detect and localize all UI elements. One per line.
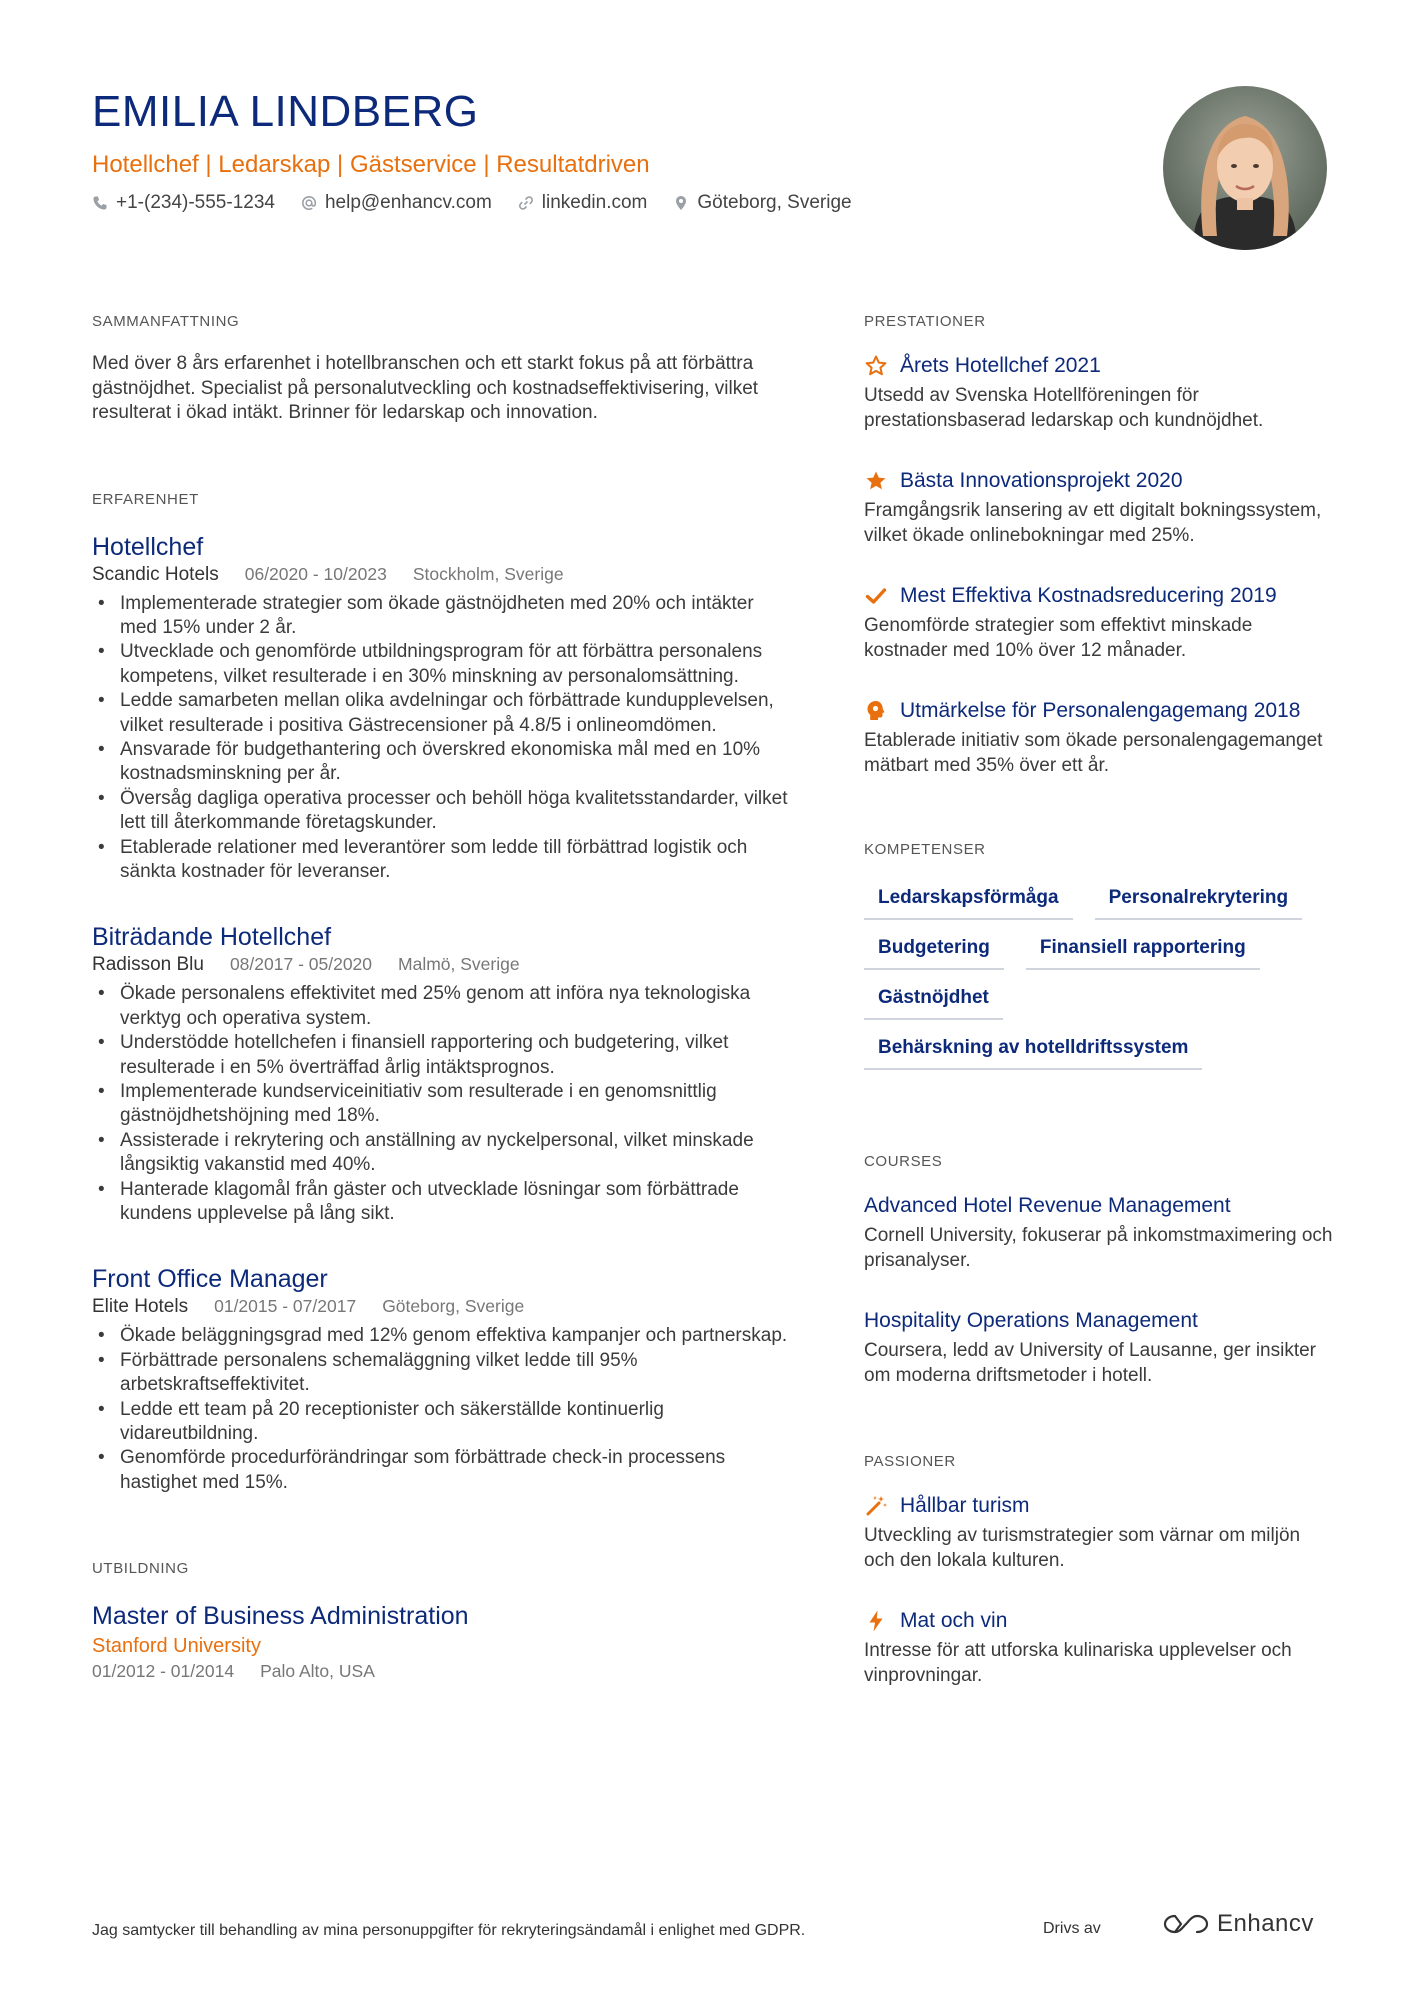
job-entry [92,922,792,1226]
achievement-head [864,352,1334,380]
achievement-description: Utsedd av Svenska Hotellföreningen för prestationsbaserad ledarskap och kundnöjdhet. [864,385,1264,431]
education-school: Stanford University [92,1635,261,1658]
job-meta [92,1294,792,1319]
phone-icon [92,195,108,211]
at-icon [301,195,317,211]
magic-wand-icon [864,1494,888,1518]
job-company: Scandic Hotels [92,563,219,585]
star-filled-icon [864,469,888,493]
passion-head [864,1492,1334,1520]
job-bullet: • Assisterade i rekrytering och anställning av nyckelpersonal, vilket minskade långsiktig vakanstid med 40%. [92,1129,792,1178]
job-title: Front Office Manager [92,1265,328,1294]
profile-photo [1163,86,1327,250]
contact-linkedin[interactable] [518,190,648,216]
achievement-description: Genomförde strategier som effektivt minskade kostnader med 10% över 12 månader. [864,615,1253,661]
passion-item [864,1492,1334,1573]
checkmark-icon [864,584,888,608]
job-entry [92,1264,792,1495]
job-bullet: • Ledde samarbeten mellan olika avdelningar och förbättrade kundupplevelsen, vilket resulterade i positiva Gästrecensioner på 4.8/5 i onlineomdömen. [92,689,792,738]
contact-linkedin-text[interactable]: linkedin.com [541,192,648,213]
education-degree: Master of Business Administration [92,1602,469,1631]
skill-tag: Finansiell rapportering [1026,932,1260,970]
head-idea-icon [864,699,888,723]
achievement-title: Bästa Innovationsprojekt 2020 [900,469,1183,492]
achievement-title: Utmärkelse för Personalengagemang 2018 [900,699,1301,722]
job-bullet: • Ökade beläggningsgrad med 12% genom effektiva kampanjer och partnerskap. [92,1324,792,1348]
education-dates: 01/2012 - 01/2014 [92,1661,235,1682]
enhancv-logo-text: Enhancv [1217,1910,1314,1937]
contact-list [92,190,1142,216]
course-title: Advanced Hotel Revenue Management [864,1194,1231,1217]
skill-tag: Behärskning av hotelldriftssystem [864,1032,1202,1070]
course-title: Hospitality Operations Management [864,1309,1198,1332]
job-title: Hotellchef [92,532,204,561]
education-location: Palo Alto, USA [260,1661,375,1682]
achievement-title: Årets Hotellchef 2021 [900,354,1101,377]
job-meta [92,952,792,977]
achievement-item [864,467,1334,548]
job-dates: 01/2015 - 07/2017 [214,1296,357,1317]
job-dates: 06/2020 - 10/2023 [244,563,387,584]
gdpr-consent: Jag samtycker till behandling av mina personuppgifter för rekryteringsändamål i enlighet med GDPR. [92,1922,806,1939]
course-item [864,1192,1334,1273]
job-company: Radisson Blu [92,954,204,976]
skill-tag: Budgetering [864,932,1004,970]
contact-email[interactable] [301,190,492,216]
achievement-head [864,697,1334,725]
skills-section-title: KOMPETENSER [864,841,986,858]
summary-text: Med över 8 års erfarenhet i hotellbranschen och ett starkt fokus på att förbättra gästnöjdhet. Specialist på personalutveckling och kostnadseffektivisering, vilket resulterat i ökad intäkt. Brinner för ledarskap och innovation. [92,353,759,423]
job-bullet: • Hanterade klagomål från gäster och utvecklade lösningar som förbättrade kundens upplevelse på lång sikt. [92,1178,792,1227]
location-icon [673,195,689,211]
candidate-headline: Hotellchef | Ledarskap | Gästservice | Resultatdriven [92,151,650,178]
job-bullet: • Genomförde procedurförändringar som förbättrade check-in processens hastighet med 15%. [92,1446,792,1495]
enhancv-logo-icon [1163,1911,1209,1937]
achievement-head [864,582,1334,610]
passion-description: Utveckling av turismstrategier som värnar om miljön och den lokala kulturen. [864,1525,1301,1571]
courses-section-title: COURSES [864,1153,943,1170]
education-meta [92,1659,792,1683]
passion-description: Intresse för att utforska kulinariska upplevelser och vinprovningar. [864,1640,1292,1686]
star-outline-icon [864,354,888,378]
job-bullets [92,982,792,1226]
job-bullets [92,592,792,885]
job-dates: 08/2017 - 05/2020 [229,954,373,975]
lightning-icon [864,1609,888,1633]
job-location: Malmö, Sverige [398,954,520,975]
job-bullet: • Ansvarade för budgethantering och överskred ekonomiska mål med en 10% kostnadsminskning per år. [92,738,792,787]
job-location: Stockholm, Sverige [412,563,564,584]
job-bullet: • Utvecklade och genomförde utbildningsprogram för att förbättra personalens kompetens, vilket resulterade i en 30% minskning av personalomsättning. [92,640,792,689]
skill-tag: Personalrekrytering [1095,882,1303,920]
job-bullet: • Etablerade relationer med leverantörer som ledde till förbättrad logistik och sänkta kostnader för leveranser. [92,836,792,885]
job-entry [92,532,792,885]
job-bullets [92,1324,792,1495]
achievement-head [864,467,1334,495]
achievement-description: Etablerade initiativ som ökade personalengagemanget mätbart med 35% över ett år. [864,730,1323,776]
passion-item [864,1607,1334,1688]
achievements-section-title: PRESTATIONER [864,313,986,330]
passion-title: Mat och vin [900,1609,1008,1632]
job-bullet: • Förbättrade personalens schemaläggning vilket ledde till 95% arbetskraftseffektivitet. [92,1349,792,1398]
achievement-item [864,582,1334,663]
right-column [864,312,1334,1688]
achievement-item [864,352,1334,433]
skills-list [864,882,1334,1070]
job-bullet: • Implementerade kundserviceinitiativ som resulterade i en genomsnittlig gästnöjdhetshöjning med 18%. [92,1080,792,1129]
course-item [864,1307,1334,1388]
education-entry [92,1601,792,1683]
job-title: Biträdande Hotellchef [92,923,332,952]
job-bullet: • Ökade personalens effektivitet med 25% genom att införa nya teknologiska verktyg och operativa system. [92,982,792,1031]
candidate-name: EMILIA LINDBERG [92,87,479,136]
passions-section-title: PASSIONER [864,1453,956,1470]
job-meta [92,562,792,587]
achievement-description: Framgångsrik lansering av ett digitalt bokningssystem, vilket ökade onlinebokningar med 25%. [864,500,1322,546]
resume-header [92,86,1142,216]
summary-section-title: SAMMANFATTNING [92,313,240,330]
passion-title: Hållbar turism [900,1494,1030,1517]
enhancv-logo[interactable] [1163,1910,1314,1938]
link-icon [518,195,534,211]
achievement-item [864,697,1334,778]
job-bullet: • Översåg dagliga operativa processer och behöll höga kvalitetsstandarder, vilket lett till återkommande företagskunder. [92,787,792,836]
left-column [92,312,792,1683]
experience-section-title: ERFARENHET [92,490,199,508]
course-description: Coursera, ledd av University of Lausanne, ger insikter om moderna driftsmetoder i hotell. [864,1340,1317,1386]
job-location: Göteborg, Sverige [382,1296,525,1317]
passion-head [864,1607,1334,1635]
achievement-title: Mest Effektiva Kostnadsreducering 2019 [900,584,1277,607]
skill-tag: Ledarskapsförmåga [864,882,1073,920]
contact-location-text: Göteborg, Sverige [697,192,852,213]
job-bullet: • Implementerade strategier som ökade gästnöjdheten med 20% och intäkter med 15% under 2 år. [92,592,792,641]
job-bullet: • Ledde ett team på 20 receptionister och säkerställde kontinuerlig vidareutbildning. [92,1398,792,1447]
contact-phone-text: +1-(234)-555-1234 [116,192,275,213]
course-description: Cornell University, fokuserar på inkomstmaximering och prisanalyser. [864,1225,1333,1271]
job-bullet: • Understödde hotellchefen i finansiell rapportering och budgetering, vilket resulterade i en 5% överträffad årlig intäktsprognos. [92,1031,792,1080]
skill-tag: Gästnöjdhet [864,982,1003,1020]
contact-location [673,190,851,216]
contact-email-text[interactable]: help@enhancv.com [324,192,492,213]
powered-by-label: Drivs av [1043,1920,1101,1937]
contact-phone [92,190,275,216]
job-company: Elite Hotels [92,1296,189,1318]
education-section-title: UTBILDNING [92,1560,189,1578]
